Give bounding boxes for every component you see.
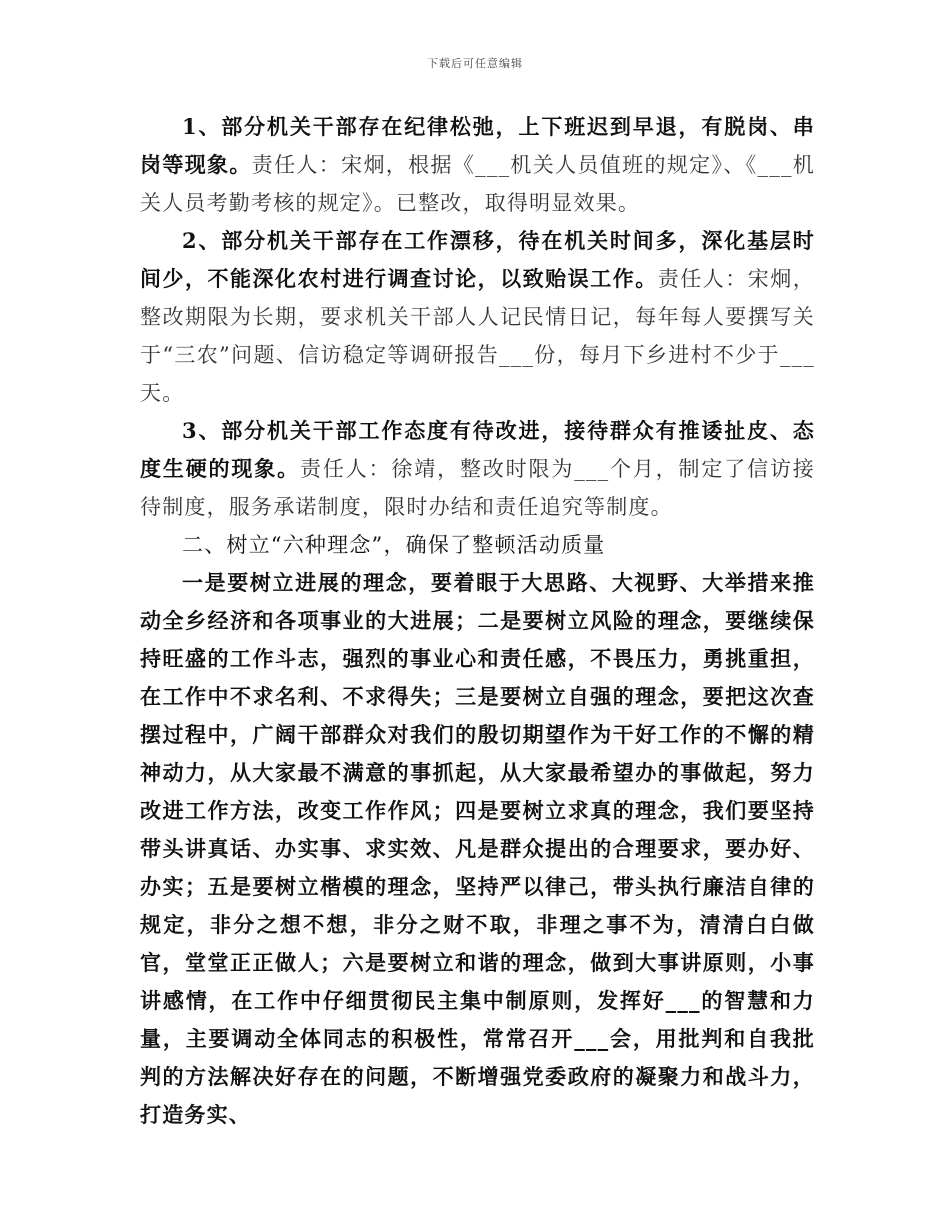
- paragraph-response-text: 责任人：宋炯，整改期限为长期，要求机关干部人人记民情日记，每年每人要撰写关于“三农”问题、信访稳定等调研报告___份，每月下乡进村不少于___天。: [140, 267, 815, 405]
- paragraph-item-1: [140, 108, 815, 222]
- paragraph-issue-text: 3、部分机关干部工作态度有待改进，接待群众有推诿扯皮、态度生硬的现象。: [140, 418, 815, 481]
- page-header-note: 下载后可任意编辑: [427, 57, 523, 70]
- body-paragraph: [140, 564, 815, 1134]
- paragraph-response-text: 责任人：宋炯，根据《___机关人员值班的规定》、《___机关人员考勤考核的规定》。已整改，取得明显效果。: [140, 153, 815, 215]
- section-heading: 二、树立“六种理念”，确保了整顿活动质量: [182, 533, 606, 557]
- paragraph-item-3: [140, 412, 815, 526]
- document-body: [140, 108, 815, 1134]
- body-paragraph-text: 一是要树立进展的理念，要着眼于大思路、大视野、大举措来推动全乡经济和各项事业的大进展；二是要树立风险的理念，要继续保持旺盛的工作斗志，强烈的事业心和责任感，不畏压力，勇挑重担，在工作中不求名利、不求得失；三是要树立自强的理念，要把这次查摆过程中，广阔干部群众对我们的殷切期望作为干好工作的不懈的精神动力，从大家最不满意的事抓起，从大家最希望办的事做起，努力改进工作方法，改变工作作风；四是要树立求真的理念，我们要坚持带头讲真话、办实事、求实效、凡是群众提出的合理要求，要办好、办实；五是要树立楷模的理念，坚持严以律己，带头执行廉洁自律的规定，非分之想不想，非分之财不取，非理之事不为，清清白白做官，堂堂正正做人；六是要树立和谐的理念，做到大事讲原则，小事讲感情，在工作中仔细贯彻民主集中制原则，发挥好___的智慧和力量，主要调动全体同志的积极性，常常召开___会，用批判和自我批判的方法解决好存在的问题，不断增强党委政府的凝聚力和战斗力，打造务实、: [140, 570, 815, 1127]
- paragraph-issue-text: 2、部分机关干部存在工作漂移，待在机关时间多，深化基层时间少，不能深化农村进行调查讨论，以致贻误工作。: [140, 228, 815, 291]
- paragraph-item-2: [140, 222, 815, 412]
- paragraph-response-text: 责任人：徐靖，整改时限为___个月，制定了信访接待制度，服务承诺制度，限时办结和责任追究等制度。: [140, 457, 815, 519]
- paragraph-issue-text: 1、部分机关干部存在纪律松弛，上下班迟到早退，有脱岗、串岗等现象。: [140, 114, 815, 177]
